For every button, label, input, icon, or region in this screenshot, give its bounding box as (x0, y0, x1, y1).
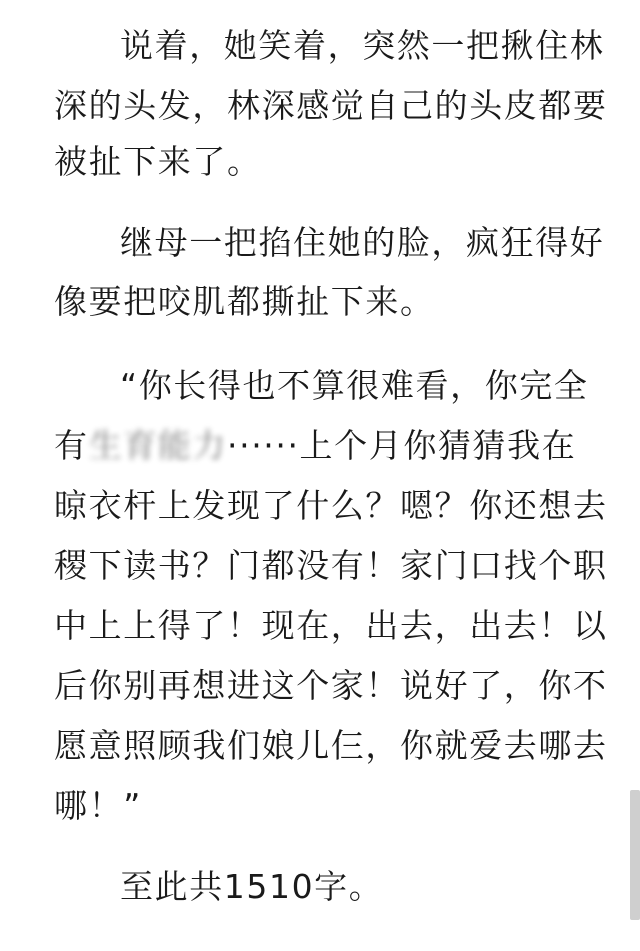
text-line: 哪！” (54, 786, 142, 825)
text-line: 说着，她笑着，突然一把揪住林 (120, 26, 605, 65)
text-line: 深的头发，林深感觉自己的头皮都要 (54, 86, 608, 125)
text-line: 愿意照顾我们娘儿仨，你就爱去哪去 (54, 726, 608, 765)
blurred-text: 生育能力 (88, 426, 228, 465)
text-line: 晾衣杆上发现了什么？嗯？你还想去 (54, 486, 608, 525)
text-line: 被扯下来了。 (54, 142, 262, 181)
text-line (54, 418, 576, 474)
text-segment: ······上个月你猜猜我在 (227, 426, 577, 465)
text-line: 像要把咬肌都撕扯下来。 (54, 282, 435, 321)
text-line: 继母一把掐住她的脸，疯狂得好 (120, 223, 605, 262)
text-line: 中上上得了！现在，出去，出去！以 (54, 606, 608, 645)
text-line: 后你别再想进这个家！说好了，你不 (54, 666, 608, 705)
scrollbar-thumb[interactable] (630, 790, 640, 920)
text-line: 稷下读书？门都没有！家门口找个职 (54, 546, 608, 585)
text-line: “你长得也不算很难看，你完全 (120, 366, 589, 405)
word-count-line: 至此共1510字。 (120, 867, 384, 906)
text-segment: 有 (54, 426, 89, 465)
